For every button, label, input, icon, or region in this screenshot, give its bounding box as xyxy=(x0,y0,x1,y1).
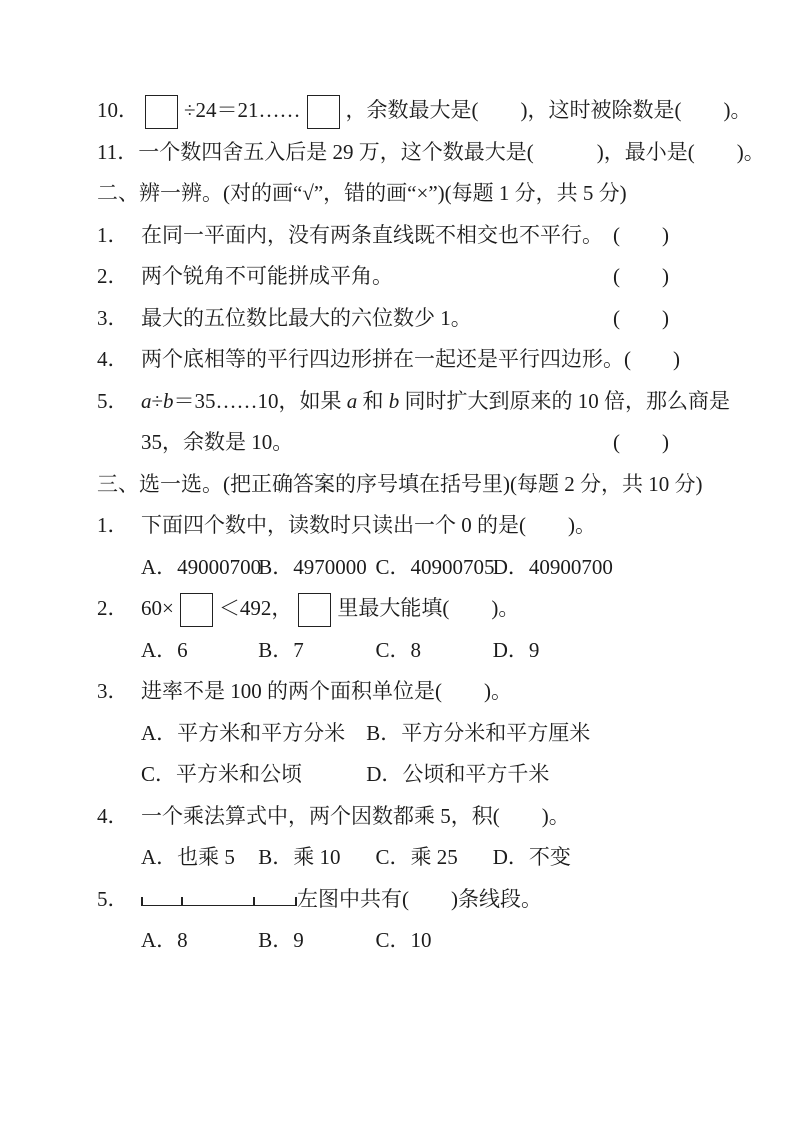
choice-question-2-options xyxy=(97,630,738,672)
choice-question-2-expression: 60× xyxy=(141,596,174,620)
segment-tick xyxy=(141,897,143,906)
judge-item-5-text-continued: 35，余数是 10。 xyxy=(141,430,294,454)
choice-section-title: 三、选一选。(把正确答案的序号填在括号里)(每题 2 分，共 10 分) xyxy=(97,471,703,496)
choice-question-3 xyxy=(97,671,738,713)
judge-item-5-text: 同时扩大到原来的 10 倍，那么商是 xyxy=(399,388,731,413)
choice-question-5-number: 5． xyxy=(97,886,129,911)
answer-box-factor xyxy=(180,593,213,627)
choice-question-4 xyxy=(97,796,738,838)
choice-question-2-inequality: ＜492， xyxy=(218,596,293,620)
judge-item-2-answer-paren: ( ) xyxy=(613,264,669,288)
choice-question-1 xyxy=(97,505,738,547)
option-b: B．9 xyxy=(258,928,304,952)
choice-question-3-options-row2 xyxy=(97,754,738,796)
variable-a: a xyxy=(141,388,152,413)
question-11 xyxy=(97,132,765,174)
choice-question-2-text: 里最大能填( )。 xyxy=(337,596,520,620)
choice-question-5-options xyxy=(97,920,738,962)
judge-item-4-answer-paren: ( ) xyxy=(624,347,680,371)
line-segment-figure xyxy=(141,894,297,906)
judge-item-3-number: 3． xyxy=(97,305,129,330)
option-b: B．平方分米和平方厘米 xyxy=(366,720,591,745)
option-c: C．10 xyxy=(375,928,432,952)
segment-tick xyxy=(181,897,183,906)
option-c: C．平方米和公顷 xyxy=(141,762,303,786)
variable-a: a xyxy=(346,388,358,413)
option-d: D．公顷和平方千米 xyxy=(366,762,550,786)
answer-box-remainder xyxy=(307,95,340,129)
choice-question-4-options xyxy=(97,837,738,879)
judge-item-5-line1 xyxy=(97,381,738,423)
choice-question-3-number: 3． xyxy=(97,679,129,703)
judge-item-5-line2 xyxy=(97,422,669,464)
choice-question-3-text: 进率不是 100 的两个面积单位是( )。 xyxy=(141,679,512,703)
option-a: A．平方米和平方分米 xyxy=(141,720,346,745)
option-a: A．8 xyxy=(141,928,188,952)
option-a: A．也乘 5 xyxy=(141,845,235,869)
choice-question-1-number: 1． xyxy=(97,513,129,537)
choice-question-4-number: 4． xyxy=(97,803,129,828)
judge-item-2 xyxy=(97,256,669,298)
judge-item-5-equation: ＝35……10，如果 xyxy=(173,388,347,413)
judge-item-4-text: 两个底相等的平行四边形拼在一起还是平行四边形。 xyxy=(141,347,624,371)
choice-question-2-number: 2． xyxy=(97,596,129,620)
option-a: A．49000700 xyxy=(141,554,262,579)
judge-item-4-number: 4． xyxy=(97,347,129,371)
judge-item-3-answer-paren: ( ) xyxy=(613,305,669,330)
judge-item-3 xyxy=(97,298,669,340)
judge-item-2-number: 2． xyxy=(97,264,129,288)
option-d: D．不变 xyxy=(492,845,571,869)
divide-sign: ÷ xyxy=(151,388,164,413)
judge-item-5-answer-paren: ( ) xyxy=(613,430,669,454)
question-11-number: 11． xyxy=(97,139,139,164)
choice-question-1-text: 下面四个数中，读数时只读出一个 0 的是( )。 xyxy=(141,513,596,537)
segment-baseline xyxy=(141,905,297,906)
judge-item-1-number: 1． xyxy=(97,222,129,247)
option-b: B．4970000 xyxy=(258,554,367,579)
option-c: C．8 xyxy=(375,637,422,662)
judge-item-3-text: 最大的五位数比最大的六位数少 1。 xyxy=(141,305,472,330)
judge-section-title: 二、辨一辨。(对的画“√”，错的画“×”)(每题 1 分，共 5 分) xyxy=(97,181,627,205)
choice-question-5-text: 左图中共有( )条线段。 xyxy=(297,886,542,911)
choice-question-4-text: 一个乘法算式中，两个因数都乘 5，积( )。 xyxy=(141,803,570,828)
judge-item-5-number: 5． xyxy=(97,388,129,413)
option-b: B．7 xyxy=(258,637,304,662)
variable-b: b xyxy=(388,388,400,413)
judge-item-1-text: 在同一平面内，没有两条直线既不相交也不平行。 xyxy=(141,222,603,247)
option-b: B．乘 10 xyxy=(258,845,341,869)
answer-box-dividend xyxy=(145,95,178,129)
segment-tick xyxy=(295,897,297,906)
option-c: C．40900705 xyxy=(375,554,495,579)
judge-item-5-and: 和 xyxy=(357,388,389,413)
judge-item-1-answer-paren: ( ) xyxy=(613,222,669,247)
question-10-text: ，余数最大是( )，这时被除数是( )。 xyxy=(345,98,752,122)
judge-item-2-text: 两个锐角不可能拼成平角。 xyxy=(141,264,393,288)
choice-question-3-options-row1 xyxy=(97,713,738,755)
question-10-number: 10． xyxy=(97,98,139,122)
option-c: C．乘 25 xyxy=(375,845,458,869)
question-11-text: 一个数四舍五入后是 29 万，这个数最大是( )，最小是( )。 xyxy=(138,139,765,164)
question-10-expression: ÷24＝21…… xyxy=(184,98,301,122)
judge-item-4 xyxy=(97,339,680,381)
variable-b: b xyxy=(163,388,174,413)
judge-item-1 xyxy=(97,215,669,257)
option-a: A．6 xyxy=(141,637,188,662)
segment-tick xyxy=(253,897,255,906)
answer-box-factor xyxy=(298,593,331,627)
question-10 xyxy=(97,90,752,132)
choice-question-1-options xyxy=(97,547,738,589)
choice-question-5 xyxy=(97,879,738,921)
option-d: D．40900700 xyxy=(492,554,613,579)
choice-question-2 xyxy=(97,588,738,630)
option-d: D．9 xyxy=(492,637,540,662)
